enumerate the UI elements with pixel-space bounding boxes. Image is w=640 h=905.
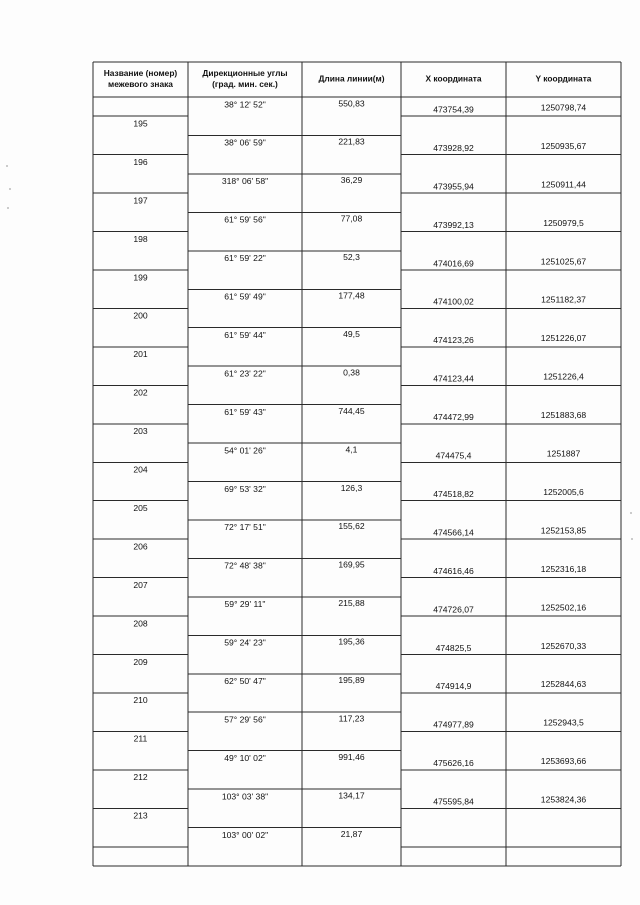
segment-line-length: 36,29 (340, 175, 363, 186)
point-y-coordinate: 1252153,85 (540, 525, 587, 536)
point-y-coordinate: 1251226,07 (540, 333, 587, 344)
point-y-coordinate: 1252316,18 (540, 563, 587, 574)
segment-line-length: 177,48 (338, 290, 365, 301)
segment-direction-angle: 59° 24' 23" (224, 637, 266, 648)
segment-direction-angle: 61° 59' 22" (224, 253, 266, 264)
point-y-coordinate: 1250911,44 (541, 179, 586, 190)
segment-line-length: 169,95 (338, 559, 365, 570)
point-x-coordinate: 474475,4 (435, 450, 472, 461)
point-x-coordinate: 473992,13 (433, 219, 474, 230)
point-x-coordinate: 474472,99 (433, 412, 474, 423)
segment-direction-angle: 49° 10' 02" (224, 752, 266, 763)
point-name: 207 (133, 579, 148, 590)
point-y-coordinate: 1253693,66 (540, 756, 587, 767)
point-x-coordinate: 473928,92 (433, 142, 474, 153)
segment-line-length: 4,1 (345, 444, 358, 455)
point-name: 196 (133, 156, 148, 167)
segment-line-length: 134,17 (338, 790, 365, 801)
segment-line-length: 52,3 (343, 252, 360, 263)
point-y-coordinate: 1252844,63 (540, 679, 587, 690)
point-name: 206 (133, 541, 148, 552)
point-name: 203 (133, 426, 148, 437)
segment-line-length: 215,88 (338, 598, 365, 609)
point-x-coordinate: 474977,89 (433, 719, 474, 730)
segment-line-length: 221,83 (338, 136, 365, 147)
point-name: 212 (133, 772, 148, 783)
point-x-coordinate: 474726,07 (433, 604, 474, 615)
point-x-coordinate: 474123,26 (433, 335, 474, 346)
segment-direction-angle: 69° 53' 32" (224, 483, 266, 494)
segment-direction-angle: 103° 03' 38" (221, 791, 269, 802)
point-y-coordinate: 1253824,36 (540, 794, 587, 805)
point-name: 198 (133, 233, 148, 244)
point-name: 202 (133, 387, 148, 398)
segment-direction-angle: 61° 59' 56" (224, 214, 266, 225)
header-angle-line: (град. мин. сек.) (212, 79, 278, 90)
segment-direction-angle: 61° 59' 44" (224, 329, 266, 340)
point-name: 197 (133, 195, 148, 206)
segment-direction-angle: 318° 06' 58" (221, 176, 269, 187)
point-name: 208 (133, 618, 148, 629)
point-y-coordinate: 1252943,5 (543, 717, 584, 728)
point-x-coordinate: 473754,39 (433, 104, 474, 115)
point-name: 209 (133, 656, 148, 667)
segment-line-length: 155,62 (338, 521, 365, 532)
segment-direction-angle: 61° 59' 43" (224, 406, 266, 417)
point-y-coordinate: 1251887 (546, 448, 581, 459)
point-name: 201 (133, 349, 148, 360)
segment-line-length: 77,08 (340, 213, 363, 224)
point-x-coordinate: 475595,84 (433, 796, 474, 807)
point-x-coordinate: 474914,9 (435, 681, 472, 692)
segment-direction-angle: 103° 00' 02" (221, 829, 269, 840)
point-name: 210 (133, 695, 148, 706)
point-name: 200 (133, 310, 148, 321)
point-name: 211 (133, 733, 148, 744)
point-x-coordinate: 474123,44 (433, 373, 474, 384)
point-x-coordinate: 474100,02 (433, 296, 474, 307)
point-y-coordinate: 1250979,5 (543, 217, 584, 228)
segment-direction-angle: 38° 12' 52" (224, 99, 266, 110)
point-y-coordinate: 1251182,37 (541, 294, 586, 305)
segment-direction-angle: 72° 48' 38" (224, 560, 266, 571)
segment-direction-angle: 59° 29' 11" (224, 599, 266, 610)
header-y-line: Y координата (535, 73, 592, 84)
point-name: 199 (133, 272, 148, 283)
segment-direction-angle: 54° 01' 26" (224, 445, 266, 456)
point-name: 213 (133, 810, 148, 821)
segment-line-length: 126,3 (340, 482, 363, 493)
segment-direction-angle: 57° 29' 56" (224, 714, 266, 725)
segment-direction-angle: 38° 06' 59" (224, 137, 266, 148)
segment-line-length: 195,89 (338, 675, 365, 686)
segment-line-length: 195,36 (338, 636, 365, 647)
point-y-coordinate: 1251226,4 (543, 371, 584, 382)
header-name-line: межевого знака (108, 79, 173, 90)
segment-line-length: 550,83 (338, 98, 365, 109)
segment-line-length: 49,5 (343, 328, 360, 339)
point-x-coordinate: 473955,94 (433, 181, 474, 192)
point-x-coordinate: 475626,16 (433, 758, 474, 769)
point-name: 205 (133, 502, 148, 513)
point-y-coordinate: 1252502,16 (540, 602, 587, 613)
point-x-coordinate: 474825,5 (435, 642, 472, 653)
point-name: 195 (133, 118, 148, 129)
point-x-coordinate: 474616,46 (433, 565, 474, 576)
header-angle-line: Дирекционные углы (202, 68, 288, 79)
segment-direction-angle: 61° 59' 49" (224, 291, 266, 302)
segment-direction-angle: 61° 23' 22" (224, 368, 266, 379)
segment-line-length: 991,46 (338, 751, 365, 762)
point-x-coordinate: 474566,14 (433, 527, 474, 538)
header-length-line: Длина линии(м) (318, 73, 385, 84)
point-y-coordinate: 1250935,67 (540, 140, 587, 151)
point-y-coordinate: 1251883,68 (540, 410, 587, 421)
segment-line-length: 0,38 (343, 367, 360, 378)
point-x-coordinate: 474016,69 (433, 258, 474, 269)
point-x-coordinate: 474518,82 (433, 488, 474, 499)
header-x-line: Х координата (425, 73, 482, 84)
point-y-coordinate: 1252005,6 (543, 486, 584, 497)
point-name: 204 (133, 464, 148, 475)
segment-direction-angle: 62° 50' 47" (224, 676, 266, 687)
point-y-coordinate: 1252670,33 (540, 640, 587, 651)
segment-line-length: 117,23 (338, 713, 365, 724)
point-y-coordinate: 1251025,67 (540, 256, 587, 267)
segment-direction-angle: 72° 17' 51" (224, 522, 266, 533)
segment-line-length: 21,87 (340, 828, 363, 839)
segment-line-length: 744,45 (338, 405, 365, 416)
point-y-coordinate: 1250798,74 (540, 102, 587, 113)
header-name-line: Название (номер) (103, 68, 178, 79)
